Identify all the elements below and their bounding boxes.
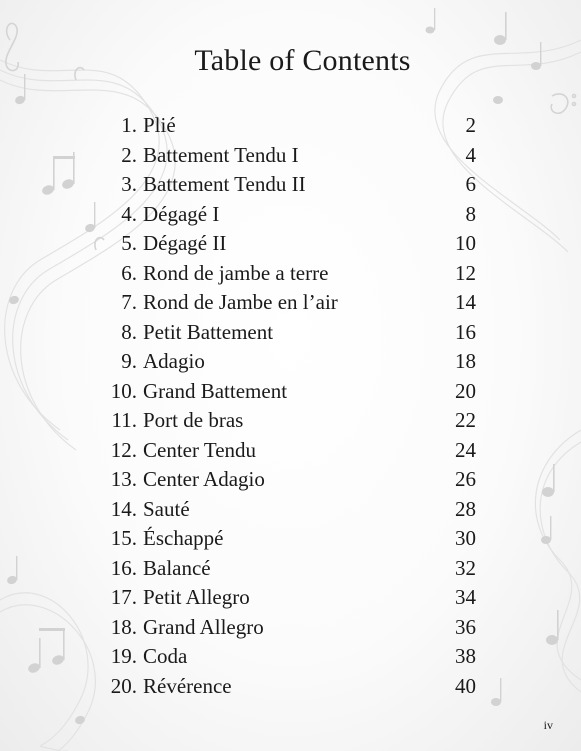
- toc-entry-number: 3.: [121, 172, 137, 196]
- toc-entry-number: 20.: [110, 673, 137, 698]
- toc-entry-page: 20: [455, 378, 476, 403]
- toc-entry-page: 14: [455, 290, 476, 314]
- toc-entry-number: 1.: [121, 113, 137, 137]
- toc-entry-page: 40: [455, 673, 476, 698]
- toc-entry-page: 8: [465, 201, 476, 226]
- toc-entry-title: Adagio: [143, 349, 205, 373]
- toc-entry-title: Révérence: [143, 673, 232, 698]
- toc-entry-title: Petit Allegro: [143, 585, 250, 609]
- toc-entry-number: 14.: [110, 496, 137, 521]
- toc-entry-title: Coda: [143, 644, 188, 668]
- toc-entry[interactable]: [0, 288, 581, 318]
- toc-entry-number: 13.: [110, 467, 137, 491]
- toc-entry-page: 2: [465, 113, 476, 137]
- toc-entry[interactable]: [0, 259, 581, 289]
- toc-entry[interactable]: [0, 318, 581, 348]
- toc-entry-page: 22: [455, 408, 476, 432]
- toc-entry-page: 16: [455, 319, 476, 344]
- toc-entry[interactable]: [0, 229, 581, 259]
- toc-entry-number: 2.: [121, 142, 137, 167]
- toc-entry-number: 15.: [110, 526, 137, 550]
- toc-entry-title: Battement Tendu I: [143, 142, 299, 167]
- toc-entry-title: Center Adagio: [143, 467, 265, 491]
- toc-entry-page: 12: [455, 260, 476, 285]
- toc-entry-title: Petit Battement: [143, 319, 274, 344]
- toc-entry-title: Port de bras: [143, 408, 244, 432]
- toc-entry-title: Grand Allegro: [143, 614, 264, 639]
- toc-entry[interactable]: [0, 141, 581, 171]
- toc-entry[interactable]: [0, 377, 581, 407]
- toc-entry-number: 6.: [121, 260, 137, 285]
- toc-entry-page: 24: [455, 437, 476, 462]
- toc-entry-page: 34: [455, 585, 476, 609]
- toc-entry-number: 10.: [110, 378, 137, 403]
- toc-entry-title: Éschappé: [143, 526, 224, 550]
- toc-entry[interactable]: [0, 672, 581, 702]
- toc-entry-page: 32: [455, 555, 476, 580]
- toc-entry-title: Dégagé I: [143, 201, 220, 226]
- toc-entry[interactable]: [0, 170, 581, 200]
- toc-entry-number: 17.: [110, 585, 137, 609]
- toc-entry-number: 19.: [110, 644, 137, 668]
- toc-entry-title: Balancé: [143, 555, 211, 580]
- toc-entry[interactable]: [0, 111, 581, 141]
- toc-entry-number: 5.: [121, 231, 137, 255]
- toc-entry[interactable]: [0, 495, 581, 525]
- toc-entry-title: Center Tendu: [143, 437, 257, 462]
- toc-entry-number: 4.: [121, 201, 137, 226]
- toc-entry-page: 28: [455, 496, 476, 521]
- toc-entry[interactable]: [0, 613, 581, 643]
- toc-entry[interactable]: [0, 554, 581, 584]
- toc-entry-page: 18: [455, 349, 476, 373]
- toc-entry-number: 16.: [110, 555, 137, 580]
- toc-entry[interactable]: [0, 642, 581, 672]
- toc-entry-number: 8.: [121, 319, 137, 344]
- toc-entry[interactable]: [0, 524, 581, 554]
- toc-entry-title: Dégagé II: [143, 231, 227, 255]
- toc-entry-number: 11.: [111, 408, 137, 432]
- toc-entry-page: 4: [465, 142, 476, 167]
- toc-entry-title: Rond de jambe a terre: [143, 260, 329, 285]
- toc-entry[interactable]: [0, 200, 581, 230]
- toc-entry-title: Grand Battement: [143, 378, 288, 403]
- toc-entry-title: Battement Tendu II: [143, 172, 306, 196]
- toc-entry-title: Sauté: [143, 496, 190, 521]
- page-number: iv: [543, 718, 553, 732]
- toc-entry-page: 30: [455, 526, 476, 550]
- toc-entry-page: 38: [455, 644, 476, 668]
- toc-entry-number: 7.: [121, 290, 137, 314]
- toc-entry[interactable]: [0, 406, 581, 436]
- toc-entry-number: 12.: [110, 437, 137, 462]
- toc-entry[interactable]: [0, 583, 581, 613]
- toc-entry-title: Rond de Jambe en l’air: [143, 290, 338, 314]
- toc-entry-number: 18.: [110, 614, 137, 639]
- toc-entry-page: 6: [465, 172, 476, 196]
- toc-entry[interactable]: [0, 436, 581, 466]
- toc-entry[interactable]: [0, 347, 581, 377]
- toc-entry-page: 36: [455, 614, 476, 639]
- page-title: Table of Contents: [194, 44, 411, 77]
- toc-entry[interactable]: [0, 465, 581, 495]
- toc-entry-page: 10: [455, 231, 476, 255]
- toc-entry-page: 26: [455, 467, 476, 491]
- toc-entry-title: Plié: [143, 113, 176, 137]
- table-of-contents: [0, 111, 581, 701]
- toc-entry-number: 9.: [121, 349, 137, 373]
